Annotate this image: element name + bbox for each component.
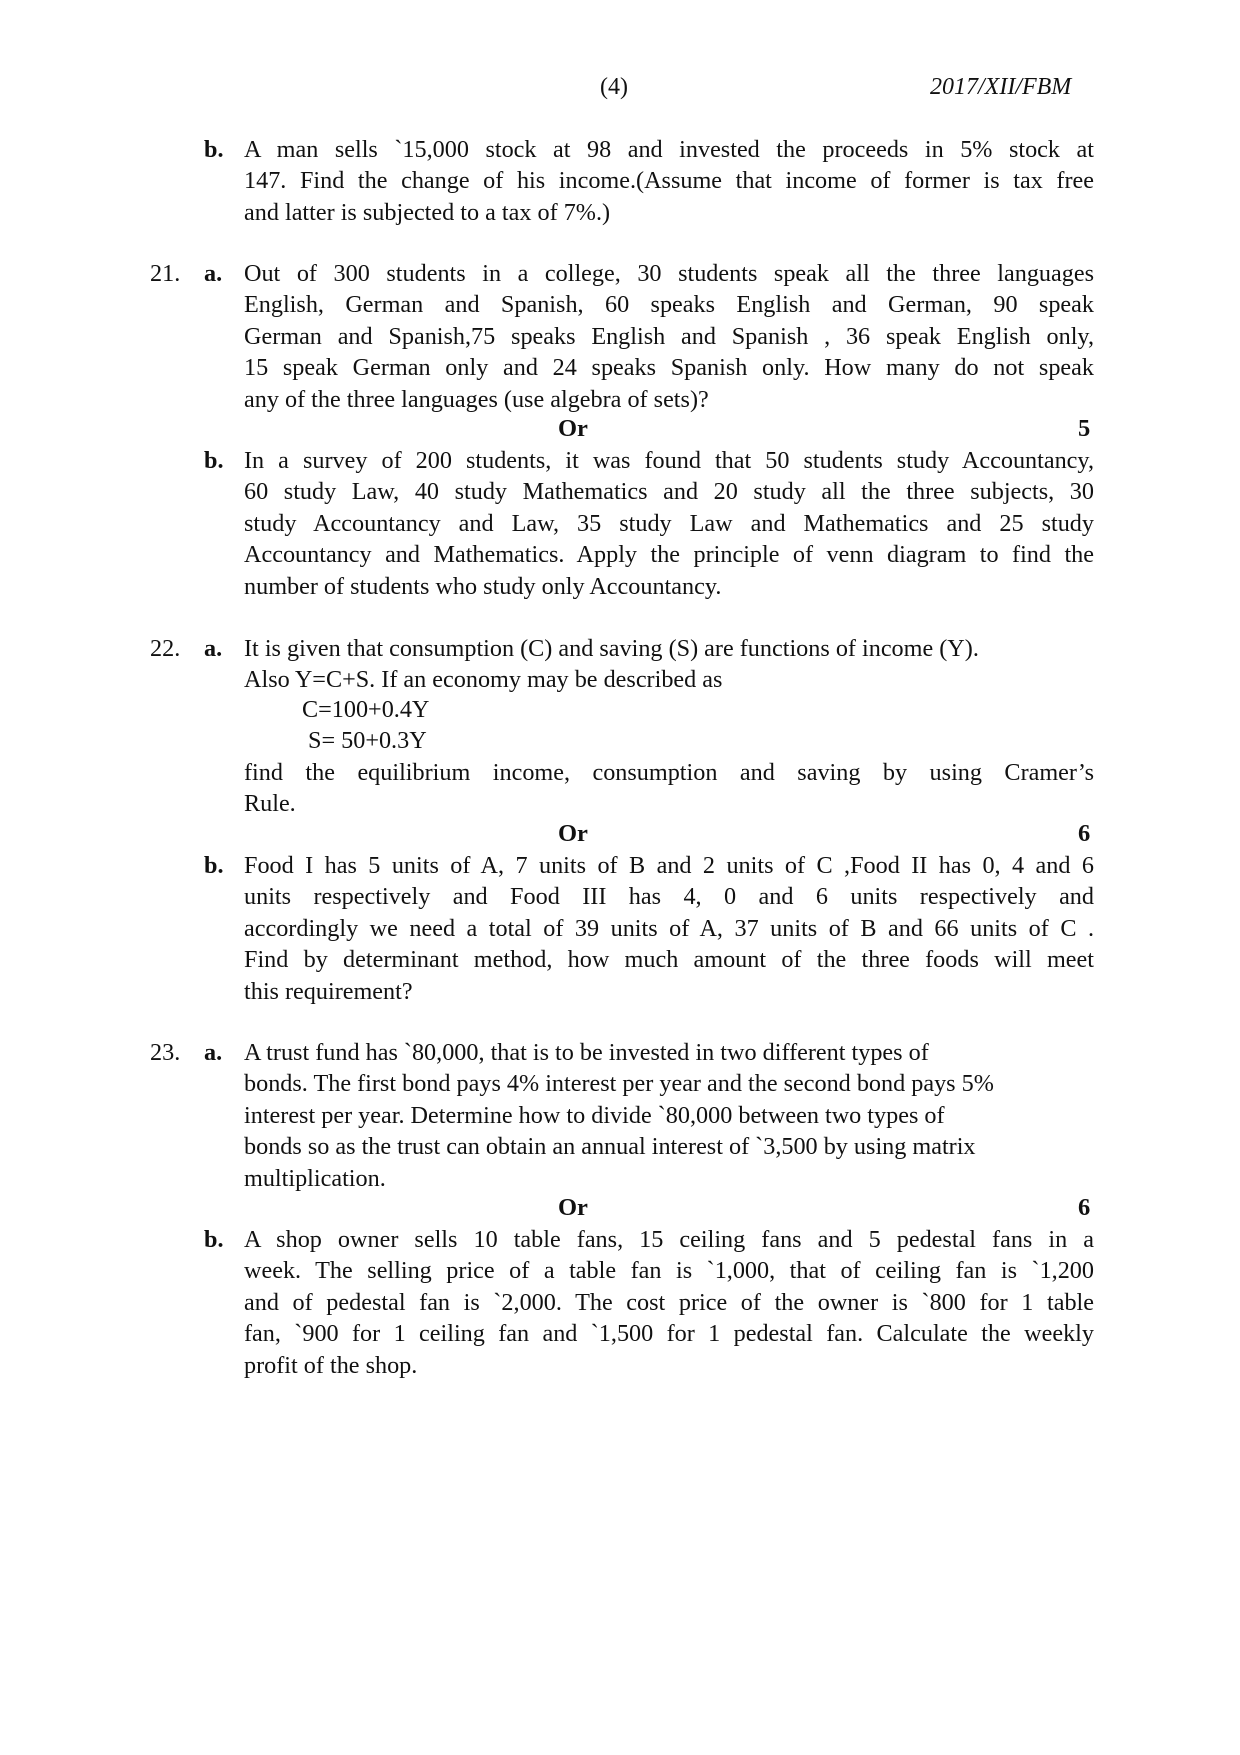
text-line: and of pedestal fan is `2,000. The cost price of the owner is `800 for 1 table [244, 1288, 1094, 1316]
page-number: (4) [600, 74, 628, 100]
paper-code: 2017/XII/FBM [930, 74, 1072, 100]
text-line: accordingly we need a total of 39 units of A, 37 units of B and 66 units of C . [244, 914, 1094, 942]
marks: 6 [1078, 820, 1091, 847]
text-line: 147. Find the change of his income.(Assume that income of former is tax free [244, 167, 1094, 195]
question-number: 23. [150, 1039, 181, 1066]
equation-saving: S= 50+0.3Y [308, 727, 427, 754]
text-line: multiplication. [244, 1164, 386, 1192]
text-line: 15 speak German only and 24 speaks Spanish only. How many do not speak [244, 354, 1094, 382]
question-text [244, 1037, 1094, 1194]
question-text [244, 633, 1094, 696]
sub-label: b. [204, 852, 224, 879]
question-text [244, 757, 1094, 820]
text-line: this requirement? [244, 977, 413, 1005]
question-text [244, 445, 1094, 602]
text-line: bonds so as the trust can obtain an annual interest of `3,500 by using matrix [244, 1133, 976, 1161]
question-text [244, 850, 1094, 1007]
question-text [244, 258, 1094, 415]
sub-label: b. [204, 136, 224, 163]
text-line: Accountancy and Mathematics. Apply the principle of venn diagram to find the [244, 541, 1094, 569]
text-line: A trust fund has `80,000, that is to be invested in two different types of [244, 1039, 929, 1066]
question-number: 21. [150, 260, 181, 287]
or-separator: Or [558, 1194, 588, 1221]
text-line: interest per year. Determine how to divide `80,000 between two types of [244, 1101, 945, 1129]
text-line: It is given that consumption (C) and saving (S) are functions of income (Y). [244, 635, 979, 662]
question-number: 22. [150, 635, 181, 662]
text-line: study Accountancy and Law, 35 study Law and Mathematics and 25 study [244, 509, 1094, 537]
text-line: profit of the shop. [244, 1351, 418, 1379]
sub-label: b. [204, 1226, 224, 1253]
text-line: and latter is subjected to a tax of 7%.) [244, 198, 611, 226]
text-line: Food I has 5 units of A, 7 units of B and 2 units of C ,Food II has 0, 4 and 6 [244, 852, 1094, 879]
marks: 6 [1078, 1194, 1091, 1221]
text-line: units respectively and Food III has 4, 0 and 6 units respectively and [244, 883, 1094, 911]
text-line: any of the three languages (use algebra of sets)? [244, 385, 709, 413]
text-line: find the equilibrium income, consumption and saving by using Cramer’s [244, 759, 1094, 786]
question-text [244, 134, 1094, 228]
text-line: In a survey of 200 students, it was found that 50 students study Accountancy, [244, 447, 1094, 474]
text-line: English, German and Spanish, 60 speaks English and German, 90 speak [244, 291, 1094, 319]
sub-label: a. [204, 635, 223, 662]
text-line: fan, `900 for 1 ceiling fan and `1,500 for 1 pedestal fan. Calculate the weekly [244, 1320, 1094, 1348]
or-separator: Or [558, 820, 588, 847]
sub-label: a. [204, 260, 223, 287]
sub-label: b. [204, 447, 224, 474]
text-line: Out of 300 students in a college, 30 students speak all the three languages [244, 260, 1094, 287]
text-line: Rule. [244, 790, 296, 818]
text-line: bonds. The first bond pays 4% interest per year and the second bond pays 5% [244, 1070, 994, 1098]
text-line: week. The selling price of a table fan is `1,000, that of ceiling fan is `1,200 [244, 1257, 1094, 1285]
or-separator: Or [558, 415, 588, 442]
text-line: number of students who study only Accountancy. [244, 572, 722, 600]
marks: 5 [1078, 415, 1091, 442]
text-line: A shop owner sells 10 table fans, 15 ceiling fans and 5 pedestal fans in a [244, 1226, 1094, 1253]
text-line: Also Y=C+S. If an economy may be described as [244, 666, 723, 694]
equation-consumption: C=100+0.4Y [302, 696, 430, 723]
text-line: A man sells `15,000 stock at 98 and invested the proceeds in 5% stock at [244, 136, 1094, 163]
text-line: German and Spanish,75 speaks English and Spanish , 36 speak English only, [244, 322, 1094, 350]
question-text [244, 1224, 1094, 1381]
text-line: Find by determinant method, how much amount of the three foods will meet [244, 946, 1094, 974]
text-line: 60 study Law, 40 study Mathematics and 20 study all the three subjects, 30 [244, 478, 1094, 506]
sub-label: a. [204, 1039, 223, 1066]
